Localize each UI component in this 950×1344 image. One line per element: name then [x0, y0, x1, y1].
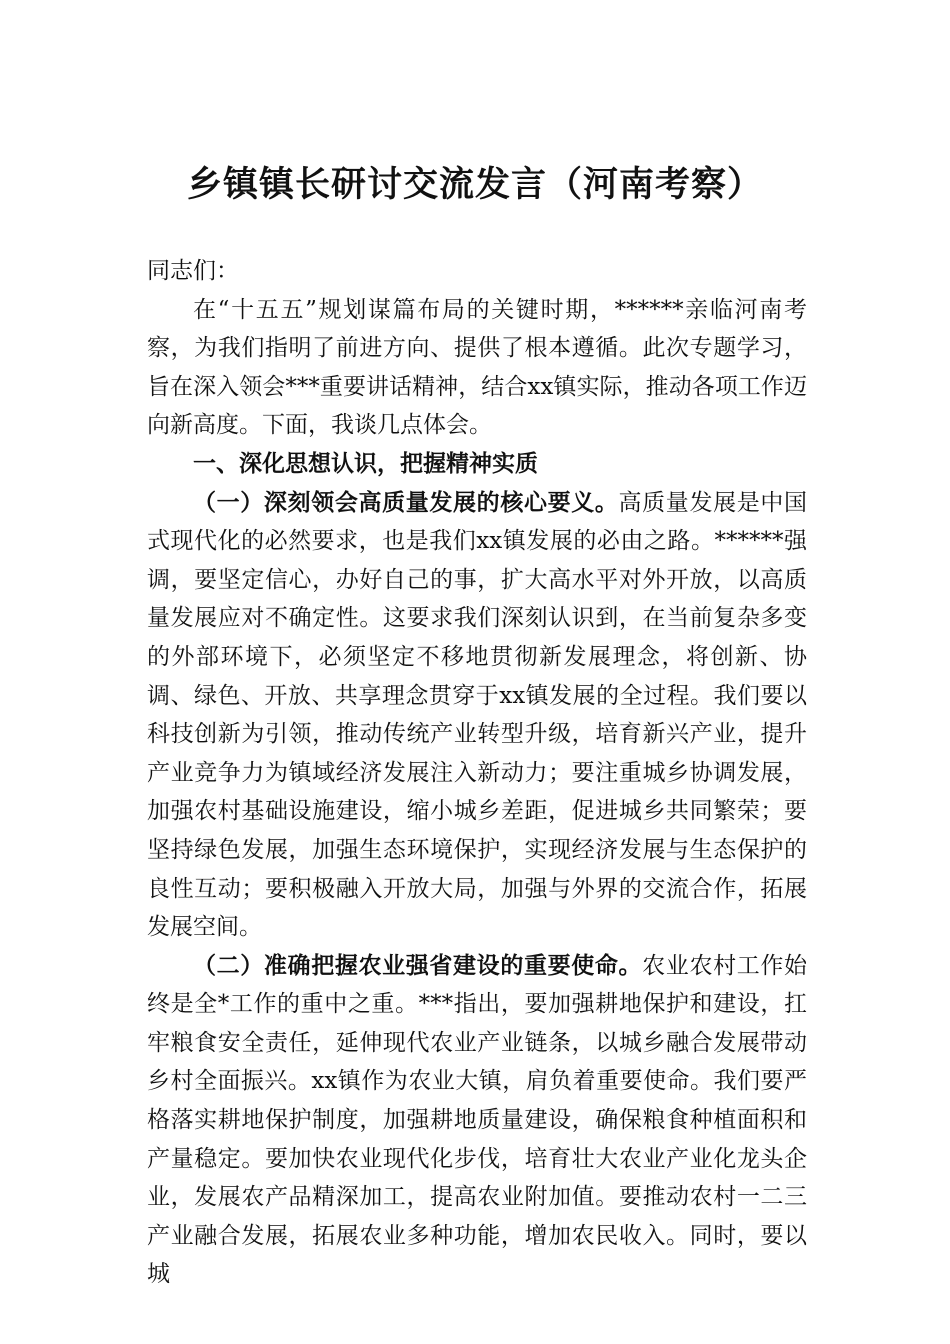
salutation: 同志们： — [147, 258, 239, 284]
document-title: 乡镇镇长研讨交流发言（河南考察） — [186, 164, 763, 205]
section-heading: 一、深化思想认识，把握精神实质 — [193, 450, 538, 477]
intro-paragraph: 在“十五五”规划谋篇布局的关键时期，******亲临河南考察，为我们指明了前进方向、提供了根本遵循。此次专题学习，旨在深入领会***重要讲话精神，结合xx镇实际，推动各项工作迈向新高度。下面，我谈几点体会。 — [147, 296, 807, 439]
item-subtitle: （一）深刻领会高质量发展的核心要义。 — [193, 488, 619, 516]
item-subtitle: （二）准确把握农业强省建设的重要使命。 — [193, 951, 643, 979]
paragraph-item-2 — [147, 947, 807, 1294]
item-text: 农业农村工作始终是全*工作的重中之重。***指出，要加强耕地保护和建设，扛牢粮食安全责任，延伸现代农业产业链条，以城乡融合发展带动乡村全面振兴。xx镇作为农业大镇，肩负着重要使命。我们要严格落实耕地保护制度，加强耕地质量建设，确保粮食种植面积和产量稳定。要加快农业现代化步伐，培育壮大农业产业化龙头企业，发展农产品精深加工，提高农业附加值。要推动农村一二三产业融合发展，拓展农业多种功能，增加农民收入。同时，要以城 — [147, 952, 808, 1288]
document-body — [147, 252, 807, 1294]
item-text: 高质量发展是中国式现代化的必然要求，也是我们xx镇发展的必由之路。******强调，要坚定信心，办好自己的事，扩大高水平对外开放，以高质量发展应对不确定性。这要求我们深刻认识到，在当前复杂多变的外部环境下，必须坚定不移地贯彻新发展理念，将创新、协调、绿色、开放、共享理念贯穿于xx镇发展的全过程。我们要以科技创新为引领，推动传统产业转型升级，培育新兴产业，提升产业竞争力为镇域经济发展注入新动力；要注重城乡协调发展，加强农村基础设施建设，缩小城乡差距，促进城乡共同繁荣；要坚持绿色发展，加强生态环境保护，实现经济发展与生态保护的良性互动；要积极融入开放大局，加强与外界的交流合作，拓展发展空间。 — [147, 489, 808, 941]
paragraph-item-1 — [147, 484, 807, 947]
